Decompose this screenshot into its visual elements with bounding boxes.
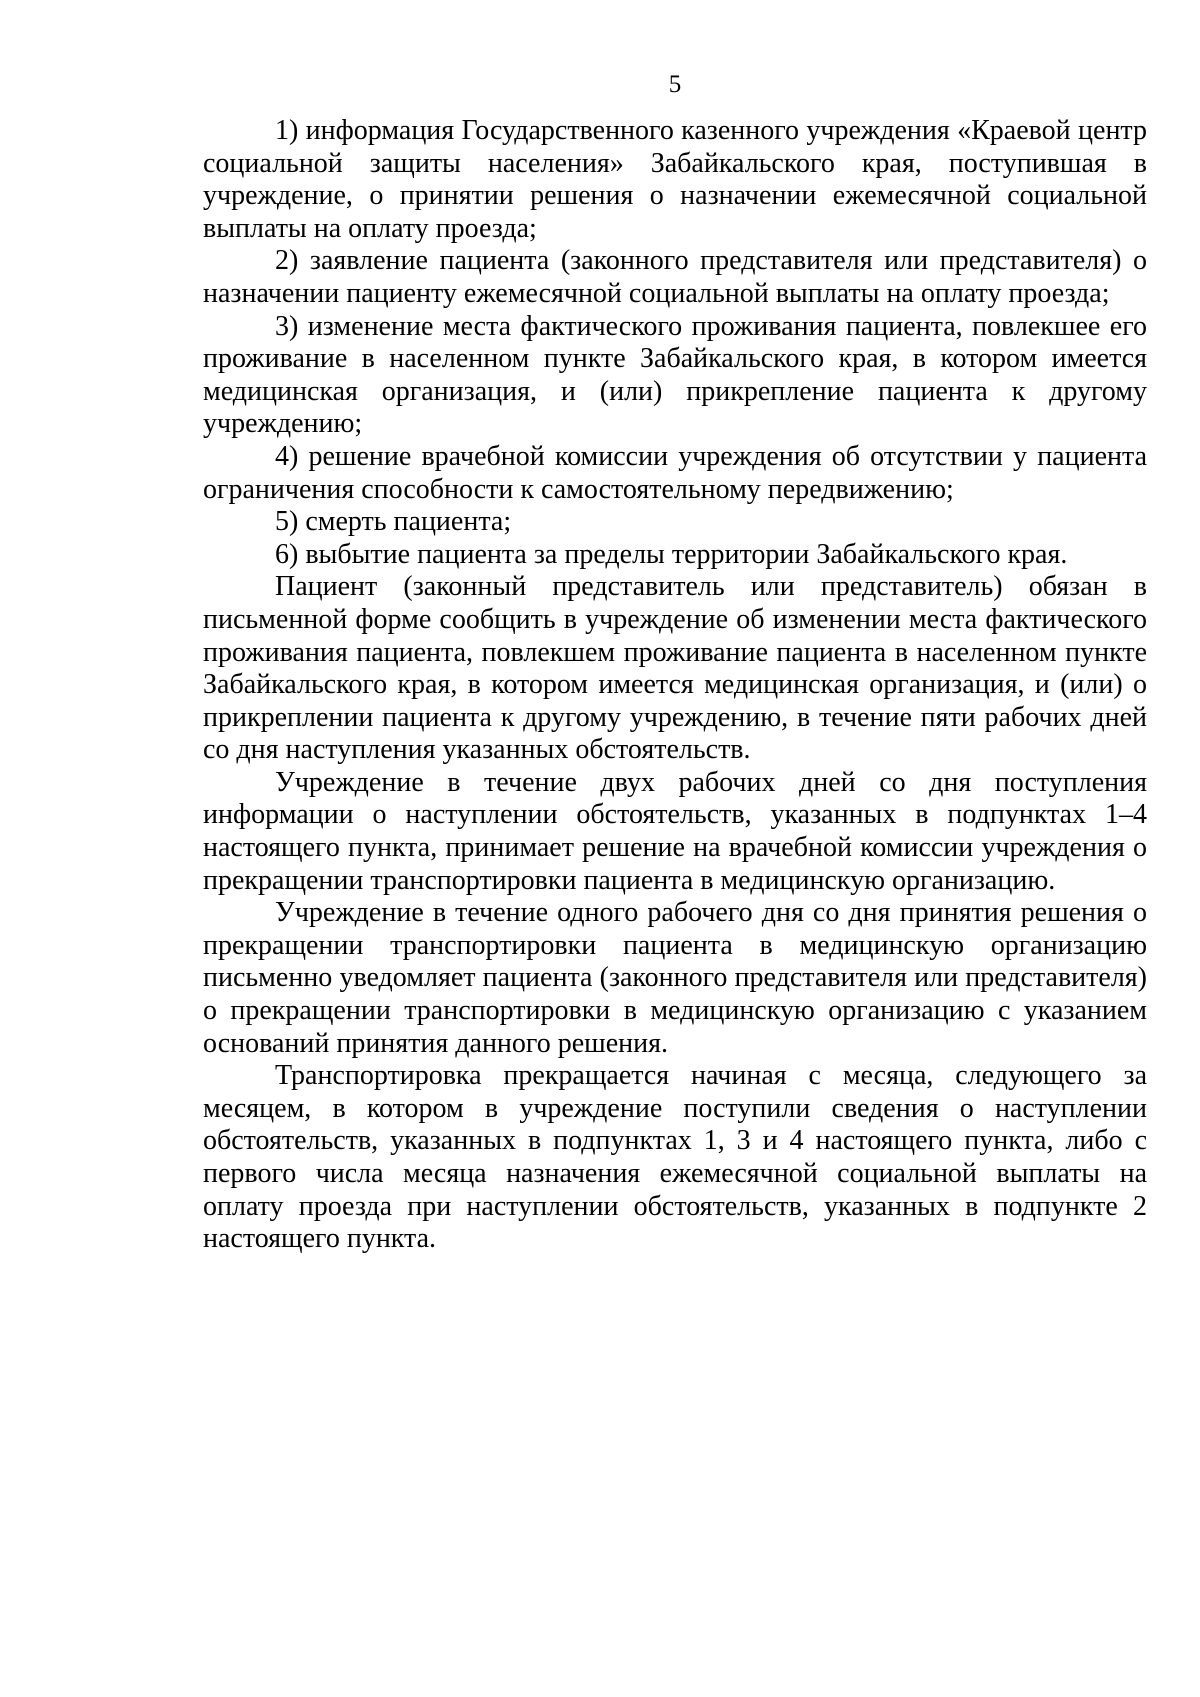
list-item-4: 4) решение врачебной комиссии учреждения об отсутствии у пациента ограничения способности к самостоятельному передвижению; xyxy=(203,440,1147,505)
list-item-1: 1) информация Государственного казенного учреждения «Краевой центр социальной защиты населения» Забайкальского края, поступившая в учреждение, о принятии решения о назначении ежемесячной социальной выплаты на оплату проезда; xyxy=(203,115,1147,244)
list-item-2: 2) заявление пациента (законного представителя или представителя) о назначении пациенту ежемесячной социальной выплаты на оплату проезда; xyxy=(203,245,1147,309)
list-item-6: 6) выбытие пациента за пределы территории Забайкальского края. xyxy=(275,538,1068,570)
paragraph-notification-duty: Пациент (законный представитель или представитель) обязан в письменной форме сообщить в учреждение об изменении места фактического проживания пациента, повлекшем проживание пациента в населенном пункте Забайкальского края, в котором имеется медицинская организация, и (или) о прикреплении пациента к другому учреждению, в течение пяти рабочих дней со дня наступления указанных обстоятельств. xyxy=(203,571,1147,766)
list-item-3: 3) изменение места фактического проживания пациента, повлекшее его проживание в населенном пункте Забайкальского края, в котором имеется медицинская организация, и (или) прикрепление пациента к другому учреждению; xyxy=(203,310,1147,440)
paragraph-commission-decision: Учреждение в течение двух рабочих дней со дня поступления информации о наступлении обстоятельств, указанных в подпунктах 1–4 настоящего пункта, принимает решение на врачебной комиссии учреждения о прекращении транспортировки пациента в медицинскую организацию. xyxy=(203,766,1147,896)
list-item-5: 5) смерть пациента; xyxy=(275,506,512,538)
document-body xyxy=(203,115,1147,1256)
paragraph-termination-date: Транспортировка прекращается начиная с месяца, следующего за месяцем, в котором в учреждение поступили сведения о наступлении обстоятельств, указанных в подпунктах 1, 3 и 4 настоящего пункта, либо с первого числа месяца назначения ежемесячной социальной выплаты на оплату проезда при наступлении обстоятельств, указанных в подпункте 2 настоящего пункта. xyxy=(203,1060,1147,1255)
page-number: 5 xyxy=(668,71,682,98)
paragraph-written-notice: Учреждение в течение одного рабочего дня со дня принятия решения о прекращении транспортировки пациента в медицинскую организацию письменно уведомляет пациента (законного представителя или представителя) о прекращении транспортировки в медицинскую организацию с указанием оснований принятия данного решения. xyxy=(203,897,1147,1059)
